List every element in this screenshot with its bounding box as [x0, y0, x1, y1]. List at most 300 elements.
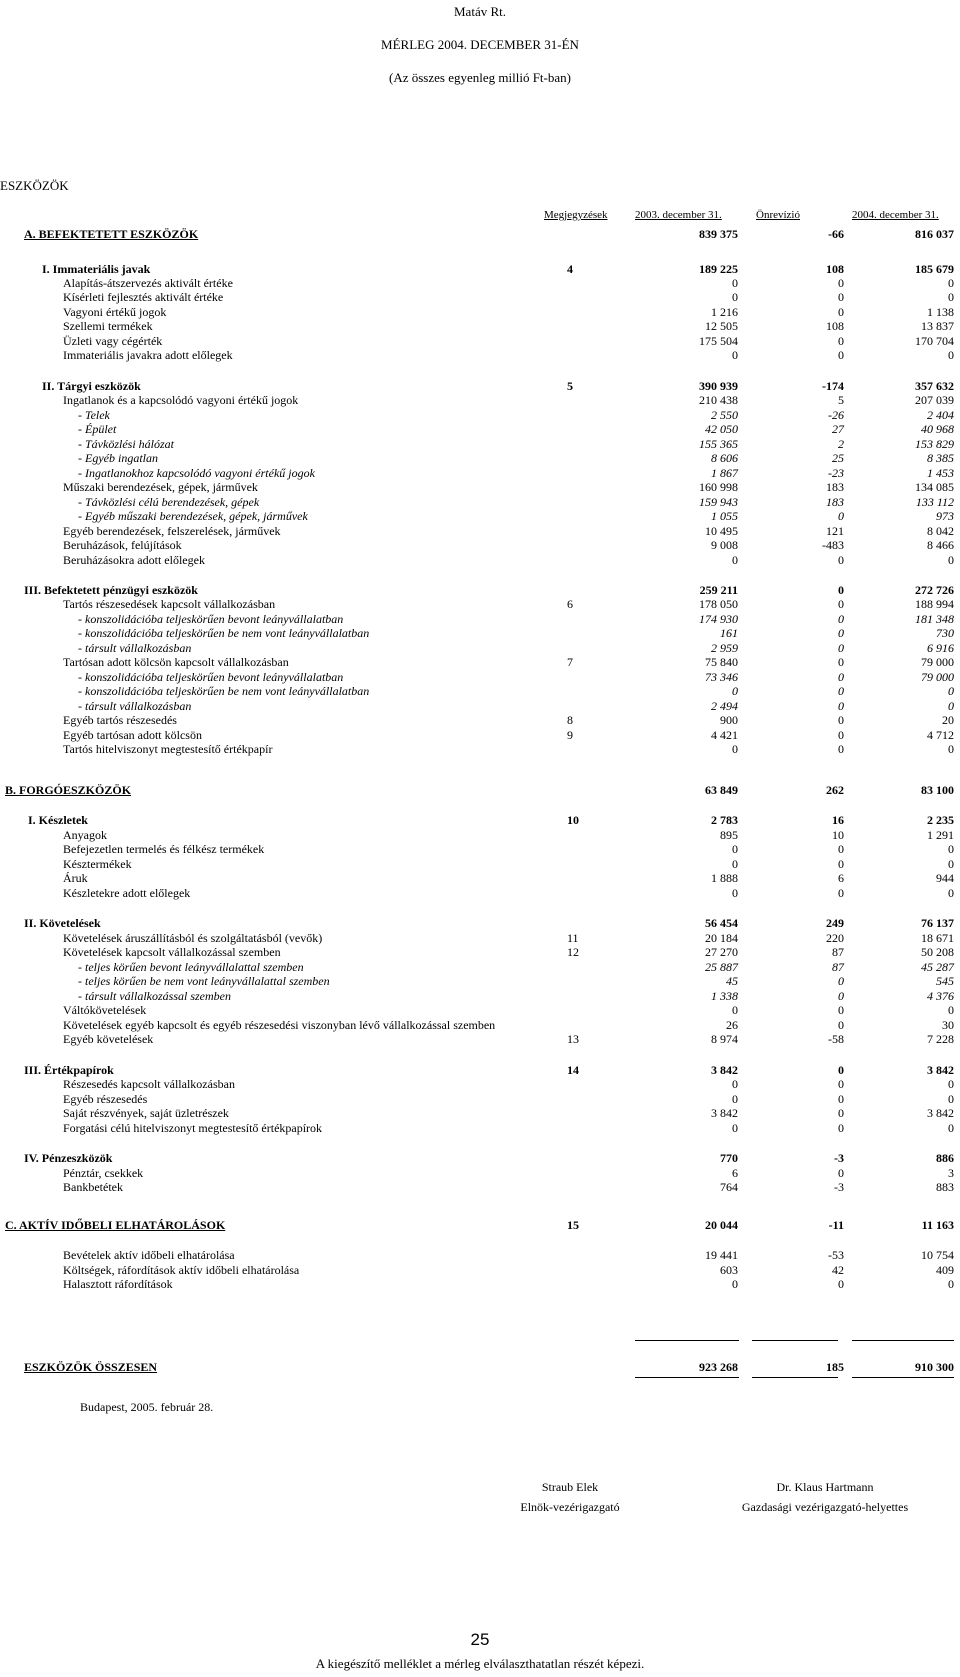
row-value-v2: 185: [826, 1360, 844, 1374]
row-value-v2: 0: [838, 713, 844, 727]
row-value-v3: 0: [948, 842, 954, 856]
document-title: MÉRLEG 2004. DECEMBER 31-ÉN: [381, 37, 579, 52]
row-value-v2: 0: [838, 1077, 844, 1091]
row-label: Egyéb berendezések, felszerelések, járművek: [63, 524, 281, 538]
table-row: [0, 1121, 960, 1135]
total-rule-2003: [635, 1340, 739, 1341]
row-value-v1: 63 849: [705, 783, 738, 797]
row-note: 10: [567, 813, 579, 827]
table-row: [0, 1003, 960, 1017]
row-value-v3: 0: [948, 699, 954, 713]
row-value-v3: 1 291: [927, 828, 954, 842]
row-value-v2: 42: [832, 1263, 844, 1277]
row-value-v1: 6: [732, 1166, 738, 1180]
row-value-v2: 0: [838, 684, 844, 698]
row-label: Tartós részesedések kapcsolt vállalkozásban: [63, 597, 276, 611]
table-row: [0, 509, 960, 523]
row-value-v2: 0: [838, 1018, 844, 1032]
row-value-v2: 0: [838, 989, 844, 1003]
row-value-v2: 0: [838, 974, 844, 988]
table-row: [0, 641, 960, 655]
row-label: B. FORGÓESZKÖZÖK: [5, 783, 132, 797]
row-value-v3: 910 300: [915, 1360, 954, 1374]
row-label: Tartós hitelviszonyt megtestesítő értékpapír: [63, 742, 273, 756]
row-value-v3: 79 000: [921, 670, 954, 684]
row-value-v1: 1 216: [711, 305, 738, 319]
row-value-v2: 0: [838, 641, 844, 655]
row-label: IV. Pénzeszközök: [24, 1151, 113, 1165]
row-value-v1: 0: [732, 842, 738, 856]
row-label: - Ingatlanokhoz kapcsolódó vagyoni értékű jogok: [78, 466, 315, 480]
document-subtitle: (Az összes egyenleg millió Ft-ban): [389, 70, 571, 85]
row-value-v2: 0: [838, 857, 844, 871]
table-row: [0, 931, 960, 945]
row-value-v3: 134 085: [915, 480, 954, 494]
row-value-v1: 1 888: [711, 871, 738, 885]
row-note: 6: [567, 597, 573, 611]
row-value-v2: 0: [838, 509, 844, 523]
row-value-v3: 4 712: [927, 728, 954, 742]
row-value-v3: 8 466: [927, 538, 954, 552]
row-label: C. AKTÍV IDŐBELI ELHATÁROLÁSOK: [5, 1218, 226, 1232]
row-label: Anyagok: [63, 828, 107, 842]
row-value-v1: 603: [720, 1263, 738, 1277]
row-value-v3: 3 842: [927, 1063, 954, 1077]
row-label: - teljes körűen be nem vont leányvállalattal szemben: [78, 974, 330, 988]
row-note: 13: [567, 1032, 579, 1046]
table-row: [0, 1092, 960, 1106]
table-row: [0, 728, 960, 742]
row-value-v3: 0: [948, 348, 954, 362]
row-label: Tartósan adott kölcsön kapcsolt vállalkozásban: [63, 655, 289, 669]
row-label: Befejezetlen termelés és félkész termékek: [63, 842, 265, 856]
row-label: Készletekre adott előlegek: [63, 886, 191, 900]
row-value-v3: 973: [936, 509, 954, 523]
row-value-v1: 189 225: [699, 262, 738, 276]
row-value-v1: 10 495: [705, 524, 738, 538]
row-value-v3: 11 163: [921, 1218, 954, 1232]
row-value-v2: 25: [832, 451, 844, 465]
table-row: [0, 480, 960, 494]
row-value-v1: 175 504: [699, 334, 738, 348]
row-label: Szellemi termékek: [63, 319, 153, 333]
row-value-v3: 0: [948, 1277, 954, 1291]
row-value-v2: 0: [838, 1277, 844, 1291]
row-label: Beruházások, felújítások: [63, 538, 182, 552]
row-value-v3: 0: [948, 1003, 954, 1017]
row-label: - Épület: [78, 422, 117, 436]
row-value-v3: 207 039: [915, 393, 954, 407]
table-row: [0, 813, 960, 827]
row-value-v1: 4 421: [711, 728, 738, 742]
table-row: [0, 1277, 960, 1291]
row-label: Alapítás-átszervezés aktivált értéke: [63, 276, 233, 290]
total-rule-2004: [852, 1340, 954, 1341]
row-value-v1: 1 055: [711, 509, 738, 523]
table-row: [0, 1180, 960, 1194]
row-value-v1: 900: [720, 713, 738, 727]
table-row: [0, 1263, 960, 1277]
row-value-v3: 0: [948, 684, 954, 698]
table-row: [0, 1360, 960, 1374]
table-row: [0, 886, 960, 900]
table-row: [0, 655, 960, 669]
row-label: - Egyéb ingatlan: [78, 451, 158, 465]
row-value-v1: 0: [732, 742, 738, 756]
row-value-v2: 262: [826, 783, 844, 797]
row-value-v1: 174 930: [699, 612, 738, 626]
row-label: III. Befektetett pénzügyi eszközök: [24, 583, 198, 597]
row-value-v2: 0: [838, 886, 844, 900]
column-2003-header: 2003. december 31.: [635, 209, 722, 221]
row-value-v2: 0: [838, 1166, 844, 1180]
table-row: [0, 262, 960, 276]
row-value-v1: 3 842: [711, 1106, 738, 1120]
row-value-v3: 0: [948, 742, 954, 756]
row-label: Bevételek aktív időbeli elhatárolása: [63, 1248, 235, 1262]
row-label: I. Készletek: [28, 813, 88, 827]
row-note: 5: [567, 379, 573, 393]
row-value-v2: 0: [838, 553, 844, 567]
row-value-v2: -66: [828, 227, 844, 241]
row-value-v2: 0: [838, 1106, 844, 1120]
table-row: [0, 1106, 960, 1120]
row-value-v1: 0: [732, 684, 738, 698]
table-row: [0, 319, 960, 333]
row-value-v1: 12 505: [705, 319, 738, 333]
row-value-v1: 42 050: [705, 422, 738, 436]
table-row: [0, 1018, 960, 1032]
table-row: [0, 276, 960, 290]
row-value-v2: 0: [838, 699, 844, 713]
row-value-v2: 0: [838, 583, 844, 597]
row-value-v1: 25 887: [705, 960, 738, 974]
table-row: [0, 437, 960, 451]
row-label: - konszolidációba teljeskörűen be nem vont leányvállalatban: [78, 684, 370, 698]
row-value-v1: 923 268: [699, 1360, 738, 1374]
row-value-v2: -174: [822, 379, 844, 393]
table-row: [0, 348, 960, 362]
row-value-v2: 183: [826, 480, 844, 494]
row-value-v1: 0: [732, 276, 738, 290]
row-value-v3: 1 453: [927, 466, 954, 480]
row-value-v3: 0: [948, 290, 954, 304]
row-note: 9: [567, 728, 573, 742]
row-value-v3: 545: [936, 974, 954, 988]
row-value-v1: 2 550: [711, 408, 738, 422]
table-row: [0, 857, 960, 871]
row-value-v1: 20 184: [705, 931, 738, 945]
row-value-v1: 2 959: [711, 641, 738, 655]
row-label: Kísérleti fejlesztés aktivált értéke: [63, 290, 224, 304]
row-label: Ingatlanok és a kapcsolódó vagyoni értékű jogok: [63, 393, 299, 407]
total-rule-revision: [752, 1340, 838, 1341]
table-row: [0, 1218, 960, 1232]
row-label: I. Immateriális javak: [42, 262, 151, 276]
row-value-v2: -483: [822, 538, 844, 552]
row-value-v1: 0: [732, 1077, 738, 1091]
row-label: Üzleti vagy cégérték: [63, 334, 163, 348]
table-row: [0, 713, 960, 727]
table-row: [0, 1248, 960, 1262]
row-value-v1: 8 974: [711, 1032, 738, 1046]
row-value-v2: 0: [838, 626, 844, 640]
column-2004-header: 2004. december 31.: [852, 209, 939, 221]
row-value-v3: 0: [948, 1092, 954, 1106]
row-value-v3: 3: [948, 1166, 954, 1180]
row-value-v1: 161: [720, 626, 738, 640]
table-row: [0, 597, 960, 611]
table-row: [0, 466, 960, 480]
row-value-v1: 895: [720, 828, 738, 842]
signer2-title: Gazdasági vezérigazgató-helyettes: [741, 1500, 909, 1514]
row-value-v1: 3 842: [711, 1063, 738, 1077]
row-value-v1: 0: [732, 348, 738, 362]
row-value-v3: 0: [948, 1121, 954, 1135]
row-value-v3: 170 704: [915, 334, 954, 348]
row-label: Költségek, ráfordítások aktív időbeli elhatárolása: [63, 1263, 300, 1277]
row-value-v3: 76 137: [921, 916, 954, 930]
row-value-v2: 220: [826, 931, 844, 945]
row-value-v3: 8 042: [927, 524, 954, 538]
row-value-v2: 0: [838, 334, 844, 348]
total-underline-2003: [635, 1377, 739, 1378]
column-revision-header: Önrevízió: [756, 209, 800, 221]
row-value-v3: 0: [948, 857, 954, 871]
row-label: II. Tárgyi eszközök: [42, 379, 141, 393]
table-row: [0, 408, 960, 422]
table-row: [0, 583, 960, 597]
table-row: [0, 305, 960, 319]
row-note: 8: [567, 713, 573, 727]
row-value-v3: 20: [942, 713, 954, 727]
table-row: [0, 1032, 960, 1046]
row-note: 7: [567, 655, 573, 669]
row-value-v1: 0: [732, 553, 738, 567]
row-note: 15: [567, 1218, 579, 1232]
row-value-v2: 0: [838, 290, 844, 304]
row-label: Beruházásokra adott előlegek: [63, 553, 205, 567]
row-label: - teljes körűen bevont leányvállalattal szemben: [78, 960, 304, 974]
row-label: Bankbetétek: [63, 1180, 123, 1194]
row-value-v3: 1 138: [927, 305, 954, 319]
table-row: [0, 495, 960, 509]
row-value-v3: 944: [936, 871, 954, 885]
row-value-v1: 9 008: [711, 538, 738, 552]
row-value-v2: 87: [832, 945, 844, 959]
table-row: [0, 670, 960, 684]
row-value-v1: 20 044: [705, 1218, 738, 1232]
row-label: ESZKÖZÖK ÖSSZESEN: [24, 1360, 158, 1374]
row-value-v3: 133 112: [915, 495, 954, 509]
table-row: [0, 916, 960, 930]
row-value-v2: 121: [826, 524, 844, 538]
row-value-v2: 0: [838, 1092, 844, 1106]
table-row: [0, 960, 960, 974]
row-value-v2: 2: [838, 437, 844, 451]
table-row: [0, 1166, 960, 1180]
table-row: [0, 553, 960, 567]
row-value-v3: 0: [948, 886, 954, 900]
row-label: Pénztár, csekkek: [63, 1166, 144, 1180]
row-label: - Telek: [78, 408, 110, 422]
row-value-v1: 1 867: [711, 466, 738, 480]
row-label: - konszolidációba teljeskörűen be nem vont leányvállalatban: [78, 626, 370, 640]
row-value-v1: 0: [732, 857, 738, 871]
column-note-header: Megjegyzések: [544, 209, 608, 221]
row-note: 12: [567, 945, 579, 959]
row-label: - Egyéb műszaki berendezések, gépek, járművek: [78, 509, 308, 523]
row-value-v1: 259 211: [699, 583, 738, 597]
row-value-v3: 886: [936, 1151, 954, 1165]
row-value-v1: 155 365: [699, 437, 738, 451]
table-row: [0, 1063, 960, 1077]
row-value-v3: 8 385: [927, 451, 954, 465]
row-label: Műszaki berendezések, gépek, járművek: [63, 480, 258, 494]
row-value-v2: -26: [828, 408, 844, 422]
row-label: Egyéb tartós részesedés: [63, 713, 177, 727]
row-value-v3: 18 671: [921, 931, 954, 945]
row-label: - társult vállalkozásban: [78, 699, 192, 713]
section-title: ESZKÖZÖK: [0, 178, 69, 193]
row-value-v1: 0: [732, 1277, 738, 1291]
row-value-v1: 770: [720, 1151, 738, 1165]
table-row: [0, 742, 960, 756]
row-value-v2: 0: [838, 1121, 844, 1135]
table-row: [0, 945, 960, 959]
table-row: [0, 451, 960, 465]
place-date: Budapest, 2005. február 28.: [80, 1400, 214, 1414]
row-value-v3: 7 228: [927, 1032, 954, 1046]
row-value-v2: -3: [834, 1151, 844, 1165]
row-value-v2: 0: [838, 670, 844, 684]
row-value-v1: 839 375: [699, 227, 738, 241]
row-value-v3: 45 287: [921, 960, 954, 974]
row-value-v1: 19 441: [705, 1248, 738, 1262]
row-value-v2: 0: [838, 612, 844, 626]
row-value-v2: 0: [838, 1003, 844, 1017]
row-value-v2: 16: [832, 813, 844, 827]
row-note: 11: [567, 931, 579, 945]
row-value-v3: 0: [948, 1077, 954, 1091]
row-label: Követelések áruszállításból és szolgáltatásból (vevők): [63, 931, 323, 945]
row-value-v3: 3 842: [927, 1106, 954, 1120]
row-value-v3: 4 376: [927, 989, 954, 1003]
row-value-v3: 50 208: [921, 945, 954, 959]
row-value-v3: 188 994: [915, 597, 954, 611]
table-row: [0, 684, 960, 698]
row-label: Egyéb tartósan adott kölcsön: [63, 728, 202, 742]
total-underline-2004: [852, 1377, 954, 1378]
row-value-v2: 0: [838, 305, 844, 319]
row-value-v2: -23: [828, 466, 844, 480]
row-value-v3: 83 100: [921, 783, 954, 797]
row-value-v2: -11: [828, 1218, 844, 1232]
row-value-v3: 816 037: [915, 227, 954, 241]
row-value-v3: 883: [936, 1180, 954, 1194]
row-label: Áruk: [63, 871, 88, 885]
row-label: Egyéb követelések: [63, 1032, 154, 1046]
row-value-v3: 6 916: [927, 641, 954, 655]
row-label: II. Követelések: [24, 916, 101, 930]
row-value-v1: 0: [732, 1121, 738, 1135]
row-label: Forgatási célú hitelviszonyt megtestesítő értékpapírok: [63, 1121, 323, 1135]
table-row: [0, 828, 960, 842]
table-row: [0, 1077, 960, 1091]
row-value-v3: 0: [948, 276, 954, 290]
table-row: [0, 974, 960, 988]
row-value-v2: 6: [838, 871, 844, 885]
row-value-v1: 764: [720, 1180, 738, 1194]
row-value-v1: 8 606: [711, 451, 738, 465]
row-label: Vagyoni értékű jogok: [63, 305, 167, 319]
row-label: Követelések egyéb kapcsolt és egyéb részesedési viszonyban lévő vállalkozással szemben: [63, 1018, 496, 1032]
row-label: Késztermékek: [63, 857, 132, 871]
row-label: A. BEFEKTETETT ESZKÖZÖK: [24, 227, 199, 241]
row-value-v1: 26: [726, 1018, 738, 1032]
row-value-v3: 153 829: [915, 437, 954, 451]
row-label: III. Értékpapírok: [24, 1063, 114, 1077]
row-label: - Távközlési célú berendezések, gépek: [78, 495, 260, 509]
row-value-v1: 45: [726, 974, 738, 988]
row-value-v3: 2 235: [927, 813, 954, 827]
row-label: - Távközlési hálózat: [78, 437, 174, 451]
row-value-v3: 185 679: [915, 262, 954, 276]
signer2-name: Dr. Klaus Hartmann: [776, 1480, 874, 1494]
table-row: [0, 379, 960, 393]
row-value-v2: 0: [838, 348, 844, 362]
table-row: [0, 393, 960, 407]
table-row: [0, 524, 960, 538]
row-value-v3: 13 837: [921, 319, 954, 333]
company-name: Matáv Rt.: [454, 4, 506, 19]
table-row: [0, 538, 960, 552]
row-note: 14: [567, 1063, 579, 1077]
row-value-v1: 159 943: [699, 495, 738, 509]
row-value-v3: 730: [936, 626, 954, 640]
row-value-v2: -53: [828, 1248, 844, 1262]
table-row: [0, 1151, 960, 1165]
table-row: [0, 699, 960, 713]
row-value-v3: 272 726: [915, 583, 954, 597]
total-underline-revision: [752, 1377, 838, 1378]
row-value-v3: 40 968: [921, 422, 954, 436]
row-label: Saját részvények, saját üzletrészek: [63, 1106, 229, 1120]
row-value-v3: 30: [942, 1018, 954, 1032]
table-row: [0, 290, 960, 304]
row-value-v3: 409: [936, 1263, 954, 1277]
table-row: [0, 334, 960, 348]
row-value-v1: 160 998: [699, 480, 738, 494]
signer1-title: Elnök-vezérigazgató: [520, 1500, 620, 1514]
row-value-v2: 249: [826, 916, 844, 930]
row-value-v1: 27 270: [705, 945, 738, 959]
row-label: - konszolidációba teljeskörűen bevont leányvállalatban: [78, 670, 344, 684]
row-value-v1: 2 783: [711, 813, 738, 827]
row-label: Egyéb részesedés: [63, 1092, 148, 1106]
row-label: - társult vállalkozással szemben: [78, 989, 231, 1003]
row-value-v2: 0: [838, 842, 844, 856]
table-row: [0, 422, 960, 436]
table-row: [0, 227, 960, 241]
row-label: Részesedés kapcsolt vállalkozásban: [63, 1077, 235, 1091]
row-value-v2: 0: [838, 742, 844, 756]
row-value-v3: 2 404: [927, 408, 954, 422]
row-value-v2: 0: [838, 597, 844, 611]
row-value-v3: 357 632: [915, 379, 954, 393]
row-value-v1: 0: [732, 886, 738, 900]
row-value-v1: 1 338: [711, 989, 738, 1003]
